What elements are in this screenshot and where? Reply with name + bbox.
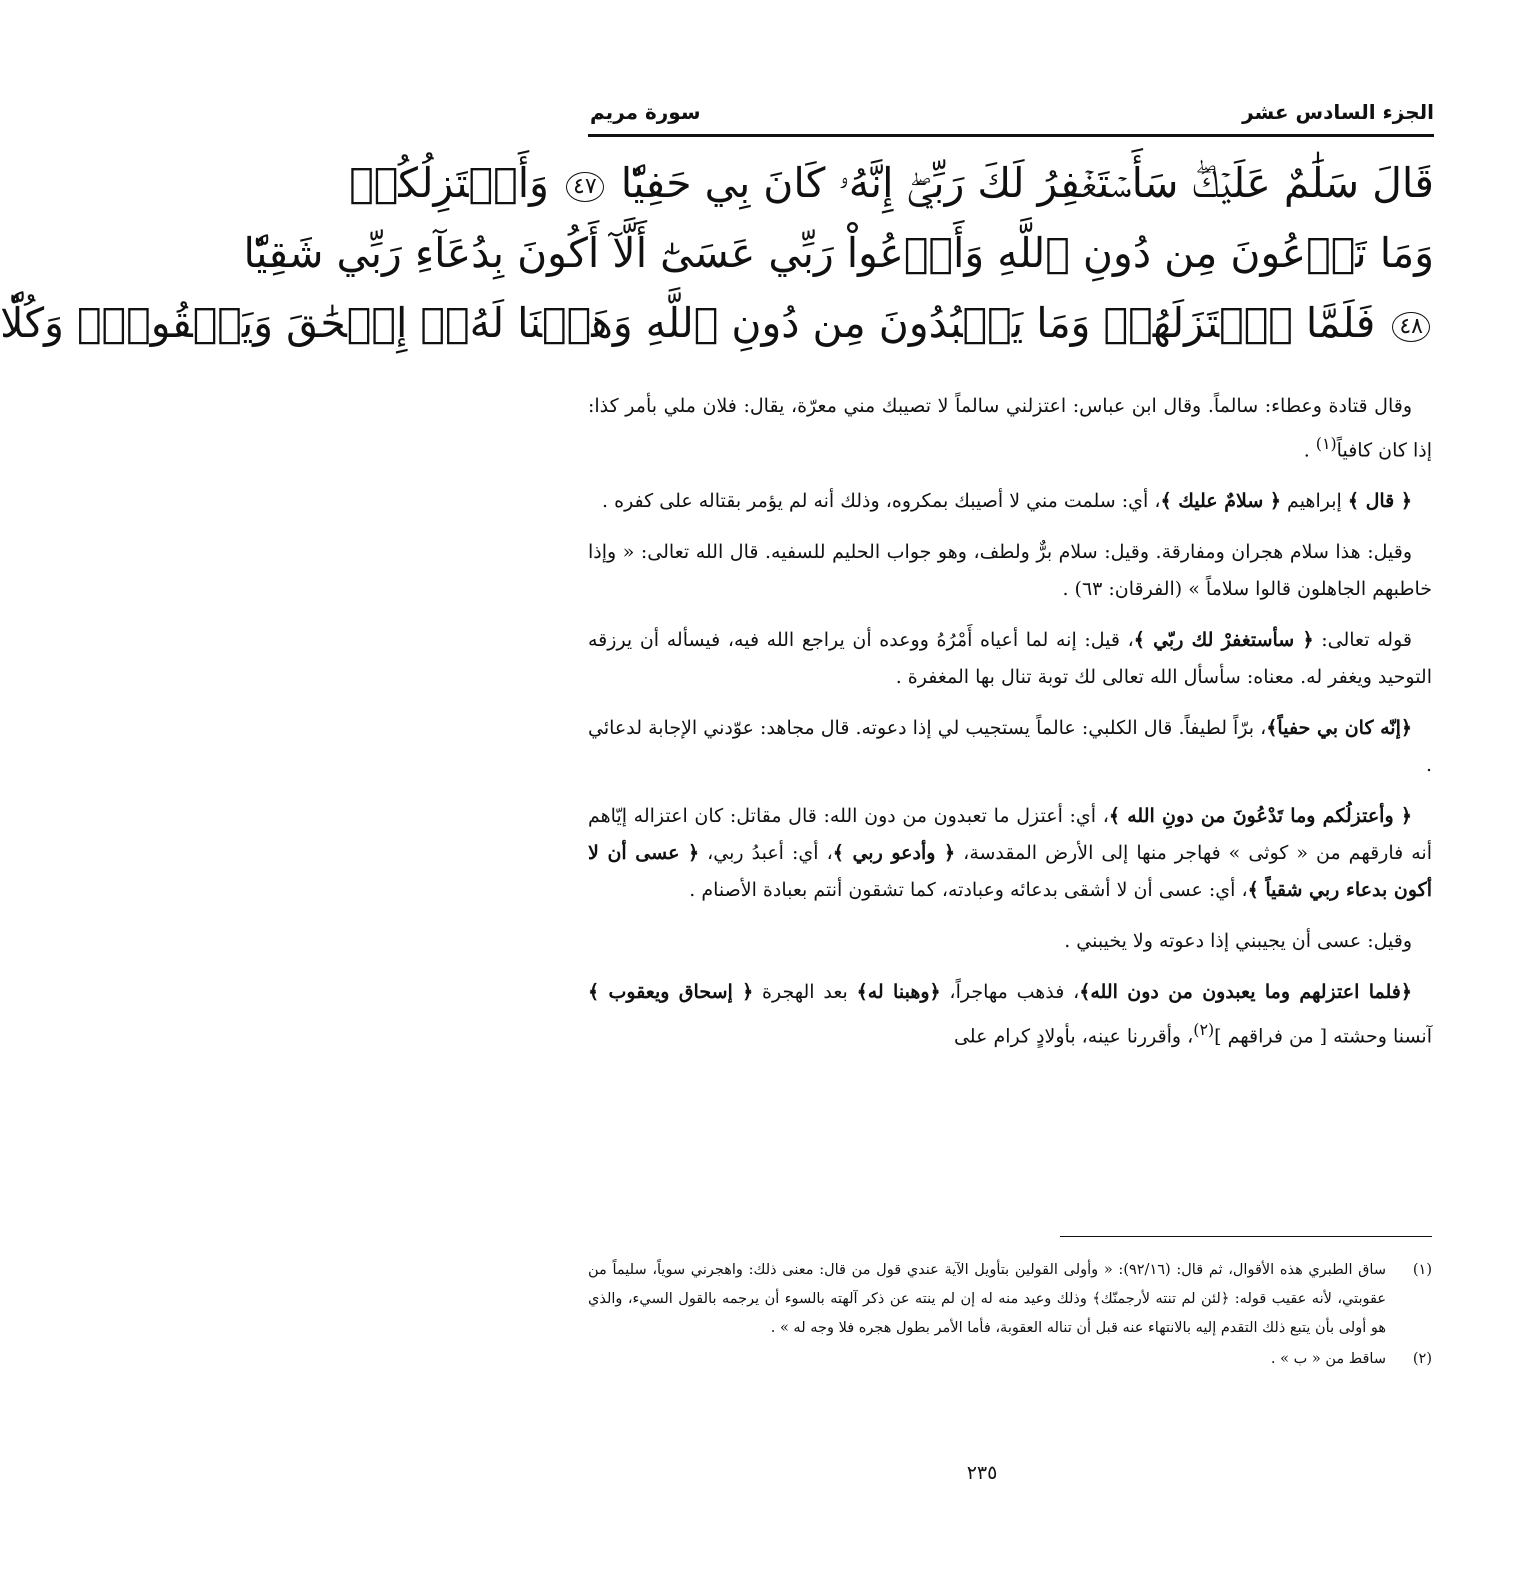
verse-line — [349, 148, 1434, 218]
paragraph-text: قوله تعالى: — [1313, 629, 1412, 652]
commentary-paragraph — [588, 974, 1432, 1055]
verse-text: فَلَمَّا ٱعۡتَزَلَهُمۡ وَمَا يَعۡبُدُونَ مِن دُونِ ٱللَّهِ وَهَبۡنَا لَهُۥٓ إِسۡحَٰقَ وَيَعۡقُوبَۖ وَكُلّٗا — [0, 299, 1376, 347]
commentary-body — [588, 388, 1432, 1070]
verse-line — [0, 288, 1434, 358]
footnote — [588, 1256, 1432, 1343]
quran-quote: ﴿إنّه كان بي حفياً﴾ — [1266, 717, 1413, 740]
footnote-ref: (١) — [1315, 434, 1337, 453]
footnote — [588, 1345, 1432, 1374]
paragraph-text: ، أي: أعتزل ما تعبدون من دون الله: قال مقاتل: كان اعتزاله إيّاهم أنه فارقهم من « كوثى » فهاجر منها إلى الأرض المقدسة، — [588, 805, 1432, 865]
paragraph-text: بعد الهجرة — [753, 981, 857, 1004]
paragraph-text: ، أي: أعبدُ ربي، — [699, 842, 833, 865]
paragraph-text: ، برّاً لطيفاً. قال الكلبي: عالماً يستجيب لي إذا دعوته. قال مجاهد: عوّدني الإجابة لدعائي . — [588, 717, 1432, 777]
footnote-ref: (٢) — [1193, 1020, 1215, 1040]
paragraph-text: إبراهيم — [1281, 490, 1348, 513]
quran-quote: ﴿فلما اعتزلهم وما يعبدون من دون الله﴾ — [1079, 981, 1413, 1004]
paragraph-text: وقال قتادة وعطاء: سالماً. وقال ابن عباس: اعتزلني سالماً لا تصيبك مني معرّة، يقال: فلان ملي بأمر كذا: إذا كان كافياً — [588, 395, 1432, 462]
quran-verses — [0, 148, 1434, 358]
verse-number-marker: ٤٧ — [566, 172, 604, 202]
quran-quote: ﴿ قال ﴾ — [1347, 490, 1412, 513]
verse-number-marker: ٤٨ — [1392, 312, 1430, 342]
verse-text: وَأَعۡتَزِلُكُمۡ — [349, 159, 549, 207]
footnotes — [588, 1256, 1432, 1376]
part-title: الجزء السادس عشر — [1242, 100, 1434, 124]
footnote-rule — [1060, 1236, 1432, 1237]
paragraph-text: وقيل: هذا سلام هجران ومفارقة. وقيل: سلام برٌّ ولطف، وهو جواب الحليم للسفيه. قال الله تعالى: « وإذا خاطبهم الجاهلون قالوا سلاماً » (الفرقان: ٦٣) . — [588, 541, 1432, 601]
quran-quote: ﴿ عسى أن لا أكون بدعاء ربي شقياً ﴾ — [588, 842, 1432, 902]
paragraph-text: ، أي: سلمت مني لا أصيبك بمكروه، وذلك أنه لم يؤمر بقتاله على كفره . — [602, 490, 1161, 513]
commentary-paragraph — [588, 622, 1432, 696]
paragraph-text: آنسنا وحشته [ من فراقهم ] — [1214, 1025, 1432, 1048]
paragraph-text: ، أي: عسى أن لا أشقى بدعائه وعبادته، كما تشقون أنتم بعبادة الأصنام . — [689, 879, 1248, 902]
commentary-paragraph — [588, 483, 1432, 520]
commentary-paragraph — [588, 388, 1432, 469]
paragraph-text: ، فذهب مهاجراً، — [940, 981, 1080, 1004]
footnote-number: (١) — [1412, 1262, 1432, 1278]
verse-line — [243, 218, 1434, 288]
quran-quote: ﴿ وأعتزلُكم وما تَدْعُونَ من دونِ الله ﴾ — [1108, 805, 1412, 828]
commentary-paragraph — [588, 923, 1432, 960]
header-rule — [588, 134, 1434, 137]
quran-quote: ﴿ سلامٌ عليك ﴾ — [1160, 490, 1282, 513]
running-header — [590, 92, 1434, 124]
paragraph-text: وقيل: عسى أن يجيبني إذا دعوته ولا يخيبني . — [1064, 930, 1412, 953]
footnote-text: ساق الطبري هذه الأقوال، ثم قال: (٩٢/١٦): « وأولى القولين بتأويل الآية عندي قول من قال: معنى ذلك: واهجرني سوياً، سليماً من عقوبتي، لأنه عقيب قوله: ﴿لئن لم تنته لأرجمنّك﴾ وذلك وعيد منه له إن لم ينته عن ذكر آلهته بالسوء أن يرجمه بالقول السيء، والذي هو أولى بأن يتبع ذلك التقدم إليه بالانتهاء عنه قبل أن تناله العقوبة، فأما الأمر بطول هجره فلا وجه له » . — [588, 1262, 1386, 1336]
paragraph-text: ، قيل: إنه لما أعياه أَمْرُهُ ووعده أن يراجع الله فيه، فيسأله أن يرزقه التوحيد ويغفر له. معناه: سأسأل الله تعالى لك توبة تنال بها المغفرة . — [588, 629, 1432, 689]
quran-quote: ﴿ وأدعو ربي ﴾ — [832, 842, 956, 865]
paragraph-text: . — [1303, 439, 1316, 462]
quran-quote: ﴿ سأستغفرْ لك ربّي ﴾ — [1133, 629, 1314, 652]
verse-text: قَالَ سَلَٰمٌ عَلَيۡكَۖ سَأَسۡتَغۡفِرُ لَكَ رَبِّيٓۖ إِنَّهُۥ كَانَ بِي حَفِيّٗا — [620, 159, 1434, 207]
quran-quote: ﴿ إسحاق ويعقوب ﴾ — [588, 981, 754, 1004]
page-number: ٢٣٥ — [966, 1462, 998, 1484]
commentary-paragraph — [588, 534, 1432, 608]
footnote-text: ساقط من « ب » . — [1270, 1351, 1386, 1367]
surah-title: سورة مريم — [590, 100, 701, 124]
verse-text: وَمَا تَدۡعُونَ مِن دُونِ ٱللَّهِ وَأَدۡعُواْ رَبِّي عَسَىٰٓ أَلَّآ أَكُونَ بِدُعَآءِ رَبِّي شَقِيّٗا — [243, 229, 1434, 277]
footnote-number: (٢) — [1412, 1351, 1432, 1367]
paragraph-text: ، وأقررنا عينه، بأولادٍ كرام على — [953, 1025, 1194, 1048]
commentary-paragraph — [588, 798, 1432, 909]
commentary-paragraph — [588, 710, 1432, 784]
quran-quote: ﴿وهبنا له﴾ — [856, 981, 941, 1004]
